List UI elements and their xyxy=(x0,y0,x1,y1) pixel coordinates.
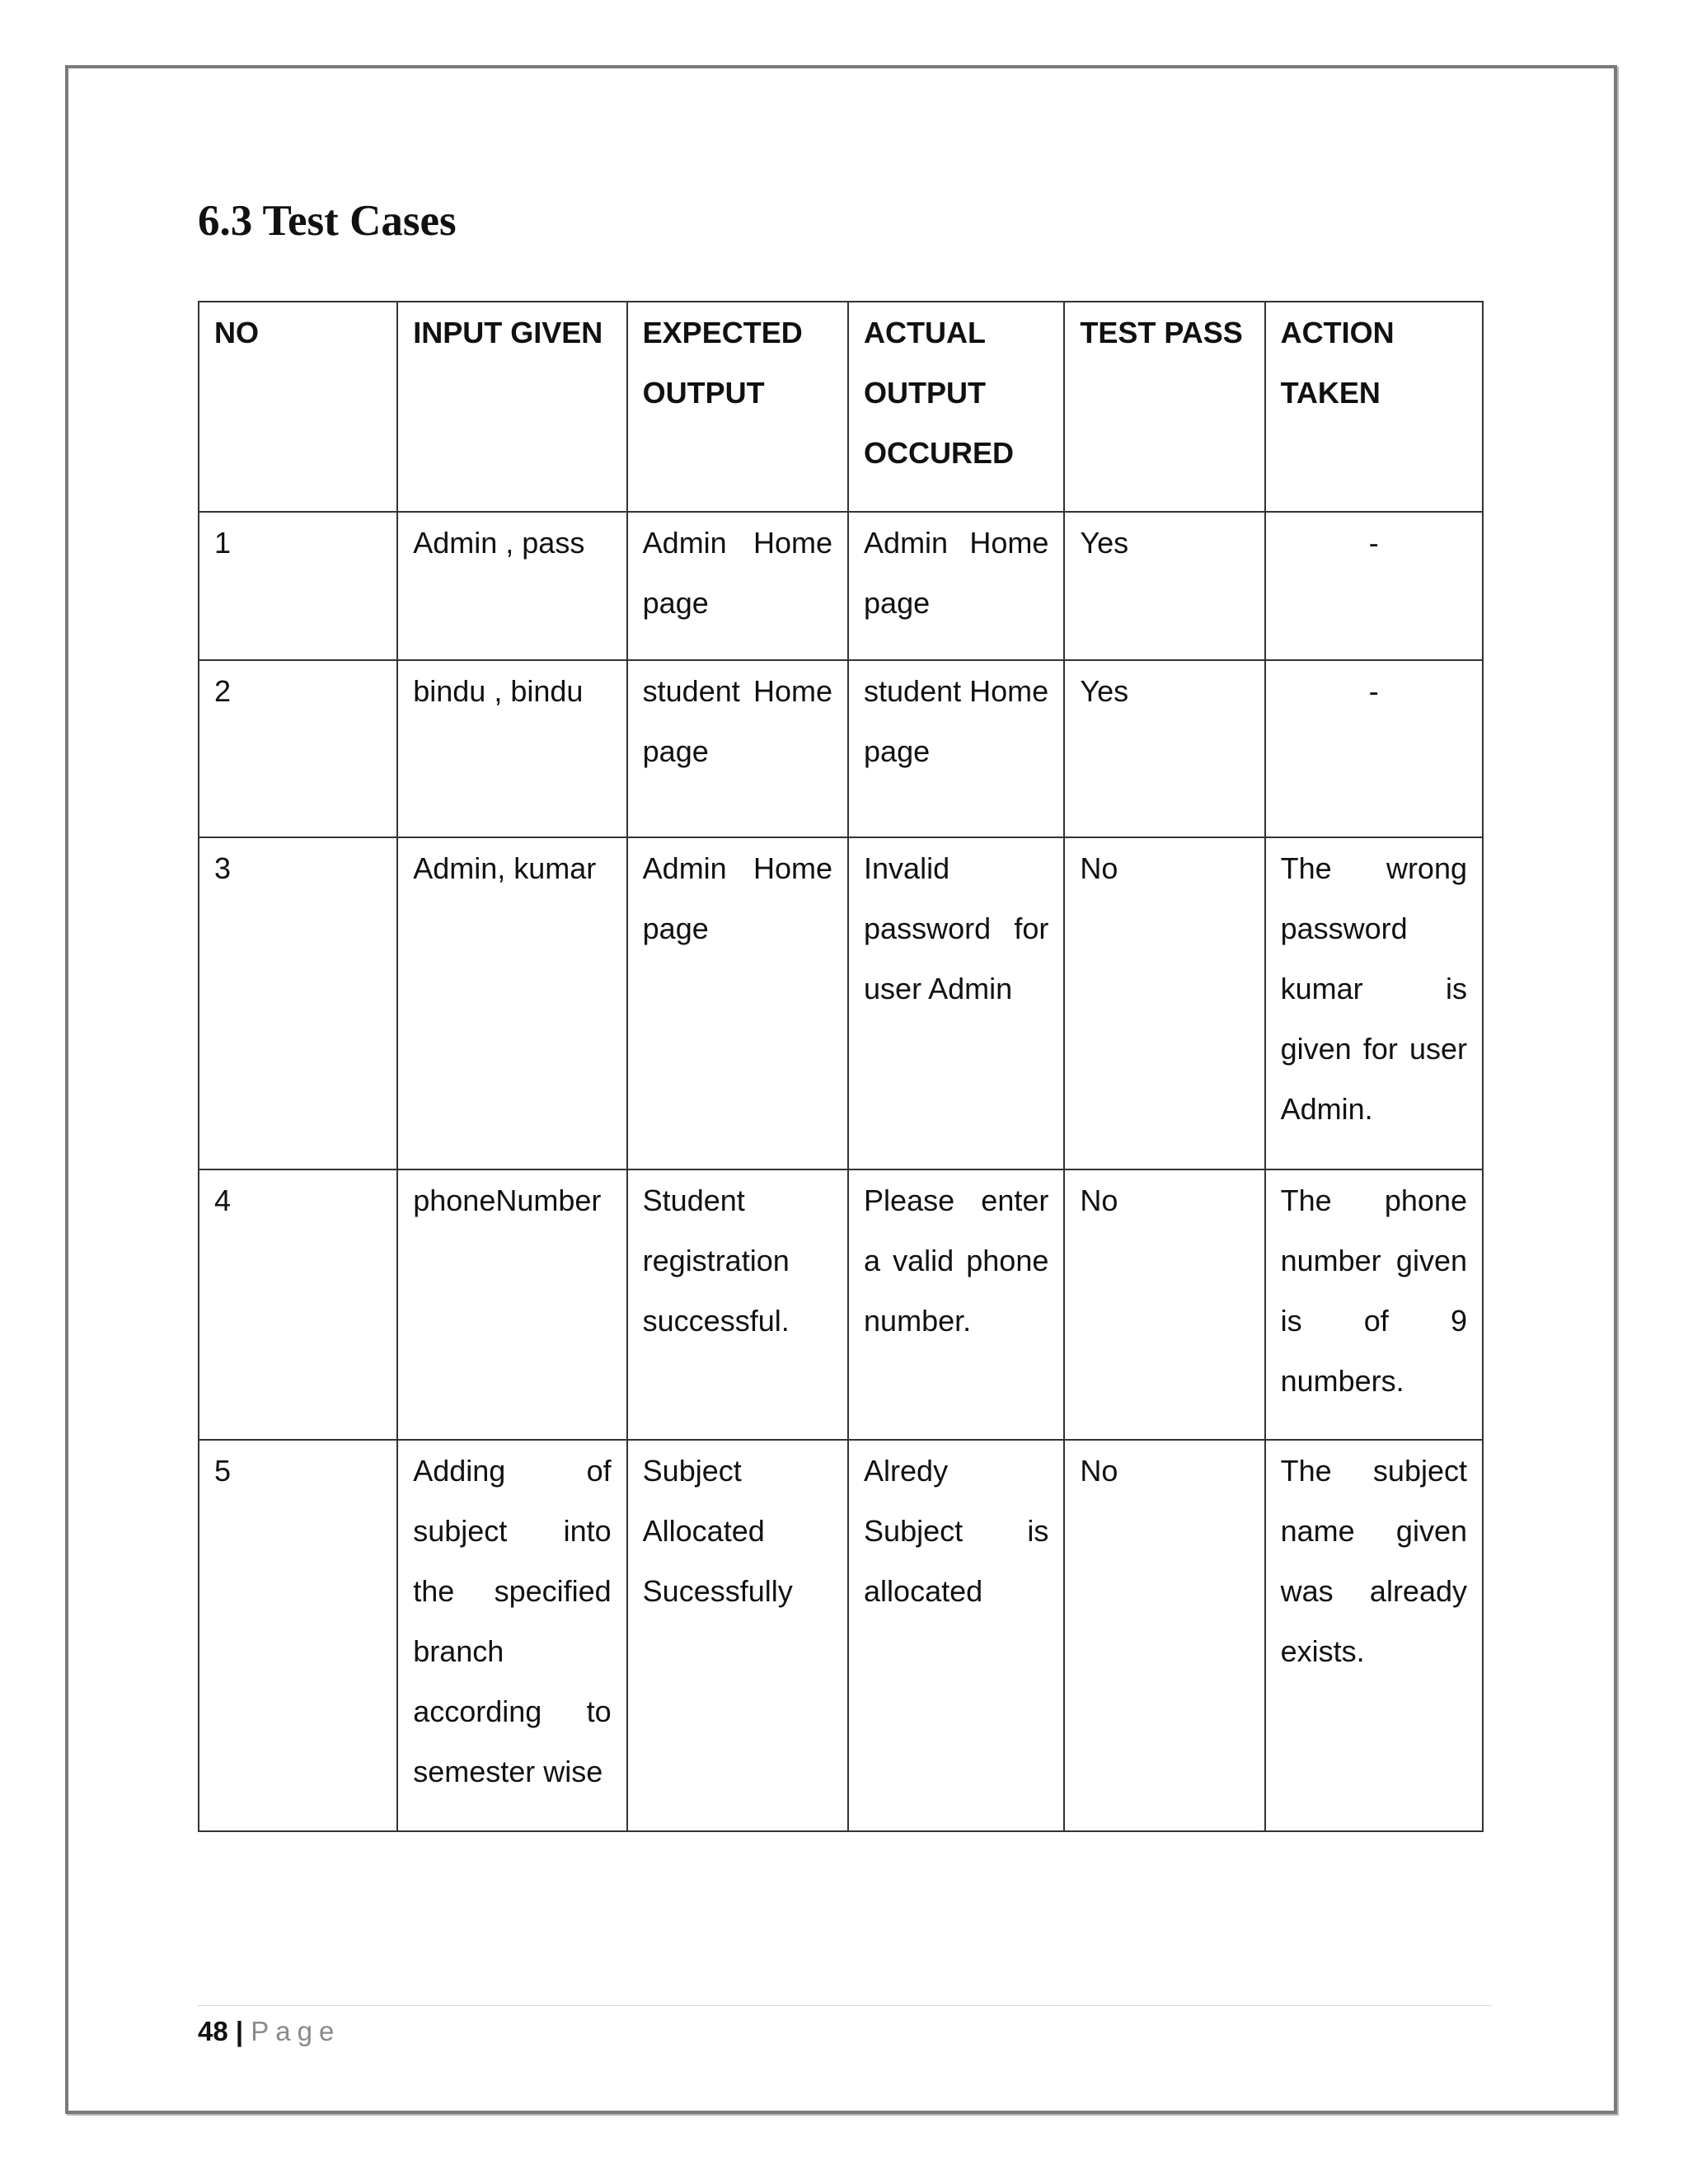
section-heading: 6.3 Test Cases xyxy=(198,197,457,245)
cell-actual: Alredy Subject is allocated xyxy=(848,1440,1064,1831)
cell-input: Adding of subject into the specified branch according to semester wise xyxy=(397,1440,626,1831)
cell-input: Admin , pass xyxy=(397,512,626,660)
footer-divider xyxy=(198,2005,1492,2006)
table-header-row xyxy=(199,302,1483,512)
cell-pass: Yes xyxy=(1064,512,1264,660)
table-row xyxy=(199,1440,1483,1831)
cell-expected: student Home page xyxy=(627,660,848,837)
test-cases-table xyxy=(198,301,1484,1832)
page-footer xyxy=(198,2011,340,2052)
cell-pass: No xyxy=(1064,1169,1264,1440)
cell-actual: student Home page xyxy=(848,660,1064,837)
header-action-taken: ACTION TAKEN xyxy=(1265,302,1483,512)
cell-actual: Please enter a valid phone number. xyxy=(848,1169,1064,1440)
table-row xyxy=(199,660,1483,837)
cell-pass: Yes xyxy=(1064,660,1264,837)
cell-action: The subject name given was already exists. xyxy=(1265,1440,1483,1831)
cell-actual: Invalid password for user Admin xyxy=(848,837,1064,1169)
cell-no: 3 xyxy=(199,837,397,1169)
cell-expected: Student registration successful. xyxy=(627,1169,848,1440)
cell-actual: Admin Home page xyxy=(848,512,1064,660)
header-expected-output: EXPECTED OUTPUT xyxy=(627,302,848,512)
header-actual-output: ACTUAL OUTPUT OCCURED xyxy=(848,302,1064,512)
table-row xyxy=(199,1169,1483,1440)
cell-no: 2 xyxy=(199,660,397,837)
table-row xyxy=(199,512,1483,660)
cell-no: 1 xyxy=(199,512,397,660)
cell-input: Admin, kumar xyxy=(397,837,626,1169)
page-number: 48 xyxy=(198,2016,228,2046)
cell-no: 4 xyxy=(199,1169,397,1440)
cell-action: The phone number given is of 9 numbers. xyxy=(1265,1169,1483,1440)
cell-pass: No xyxy=(1064,1440,1264,1831)
header-no: NO xyxy=(199,302,397,512)
cell-expected: Subject Allocated Sucessfully xyxy=(627,1440,848,1831)
header-input-given: INPUT GIVEN xyxy=(397,302,626,512)
cell-pass: No xyxy=(1064,837,1264,1169)
cell-action: - xyxy=(1265,512,1483,660)
cell-expected: Admin Home page xyxy=(627,837,848,1169)
table-row xyxy=(199,837,1483,1169)
cell-action: The wrong password kumar is given for user Admin. xyxy=(1265,837,1483,1169)
page-label: Page xyxy=(251,2016,341,2046)
header-test-pass: TEST PASS xyxy=(1064,302,1264,512)
cell-no: 5 xyxy=(199,1440,397,1831)
cell-expected: Admin Home page xyxy=(627,512,848,660)
cell-input: bindu , bindu xyxy=(397,660,626,837)
cell-action: - xyxy=(1265,660,1483,837)
footer-separator: | xyxy=(235,2016,244,2046)
cell-input: phoneNumber xyxy=(397,1169,626,1440)
